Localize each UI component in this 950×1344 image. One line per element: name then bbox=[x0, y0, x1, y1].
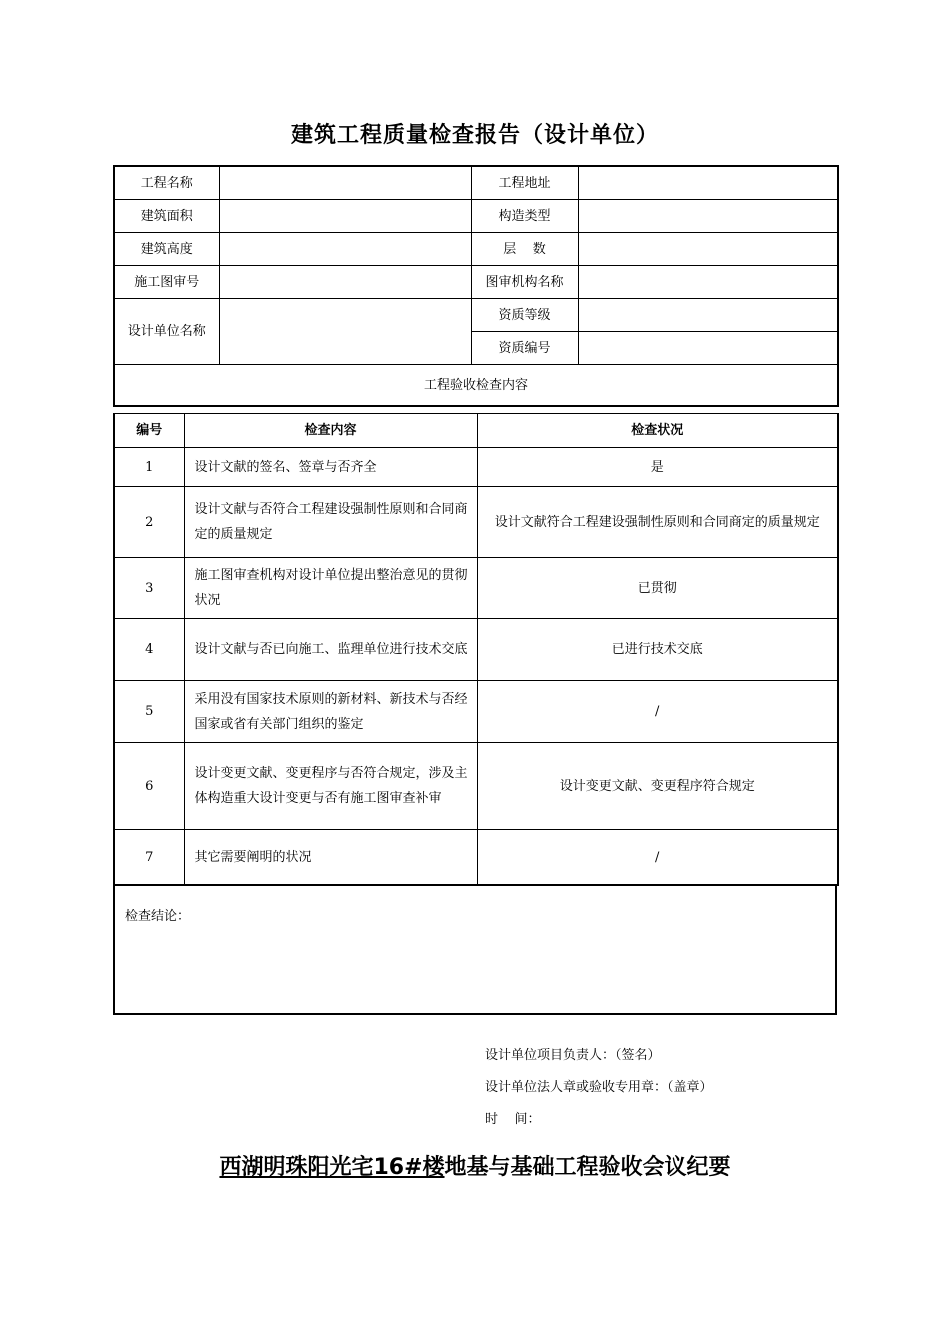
conclusion-box[interactable] bbox=[113, 884, 837, 1015]
document-title: 建筑工程质量检查报告（设计单位） bbox=[290, 123, 659, 148]
row-content: 设计文献与否符合工程建设强制性原则和合同商定的质量规定 bbox=[184, 487, 477, 558]
header-content: 检查内容 bbox=[184, 414, 477, 448]
label-review-agency: 图审机构名称 bbox=[471, 266, 578, 299]
header-no: 编号 bbox=[114, 414, 184, 448]
label-project-address: 工程地址 bbox=[471, 166, 578, 200]
row-status[interactable]: 设计文献符合工程建设强制性原则和合同商定的质量规定 bbox=[477, 487, 838, 558]
value-project-name[interactable] bbox=[219, 166, 471, 200]
row-content: 设计文献的签名、签章与否齐全 bbox=[184, 448, 477, 487]
row-status[interactable]: / bbox=[477, 681, 838, 743]
value-review-agency[interactable] bbox=[578, 266, 838, 299]
value-qualification-level[interactable] bbox=[578, 299, 838, 332]
table-row bbox=[114, 448, 838, 487]
table-row bbox=[114, 619, 838, 681]
row-no: 5 bbox=[114, 681, 184, 743]
table-row bbox=[114, 681, 838, 743]
project-info-table bbox=[113, 165, 839, 407]
row-no: 2 bbox=[114, 487, 184, 558]
bottom-title-rest: 地基与基础工程验收会议纪要 bbox=[444, 1155, 731, 1180]
table-row bbox=[114, 487, 838, 558]
row-no: 3 bbox=[114, 558, 184, 619]
row-content: 设计变更文献、变更程序与否符合规定，涉及主体构造重大设计变更与否有施工图审查补审 bbox=[184, 743, 477, 830]
conclusion-label: 检查结论： bbox=[125, 909, 191, 924]
row-no: 1 bbox=[114, 448, 184, 487]
signature-leader: 设计单位项目负责人：（签名） bbox=[485, 1048, 661, 1063]
value-project-address[interactable] bbox=[578, 166, 838, 200]
value-building-area[interactable] bbox=[219, 200, 471, 233]
row-status[interactable]: 已贯彻 bbox=[477, 558, 838, 619]
label-structure-type: 构造类型 bbox=[471, 200, 578, 233]
row-content: 其它需要阐明的状况 bbox=[184, 830, 477, 886]
row-content: 设计文献与否已向施工、监理单位进行技术交底 bbox=[184, 619, 477, 681]
label-building-height: 建筑高度 bbox=[114, 233, 219, 266]
row-status[interactable]: / bbox=[477, 830, 838, 886]
value-structure-type[interactable] bbox=[578, 200, 838, 233]
value-floors[interactable] bbox=[578, 233, 838, 266]
label-drawing-review-no: 施工图审号 bbox=[114, 266, 219, 299]
label-qualification-no: 资质编号 bbox=[471, 332, 578, 365]
inspection-table bbox=[113, 413, 839, 886]
value-building-height[interactable] bbox=[219, 233, 471, 266]
label-building-area: 建筑面积 bbox=[114, 200, 219, 233]
section-title: 工程验收检查内容 bbox=[114, 365, 838, 407]
signature-seal: 设计单位法人章或验收专用章：（盖章） bbox=[485, 1080, 713, 1095]
row-status[interactable]: 是 bbox=[477, 448, 838, 487]
table-row bbox=[114, 558, 838, 619]
label-design-unit-name: 设计单位名称 bbox=[114, 299, 219, 365]
row-status[interactable]: 设计变更文献、变更程序符合规定 bbox=[477, 743, 838, 830]
row-no: 6 bbox=[114, 743, 184, 830]
row-content: 施工图审查机构对设计单位提出整治意见的贯彻状况 bbox=[184, 558, 477, 619]
label-floors: 层 数 bbox=[471, 233, 578, 266]
value-design-unit-name[interactable] bbox=[219, 299, 471, 365]
value-qualification-no[interactable] bbox=[578, 332, 838, 365]
row-no: 4 bbox=[114, 619, 184, 681]
signature-time: 时 间： bbox=[485, 1112, 541, 1127]
row-status[interactable]: 已进行技术交底 bbox=[477, 619, 838, 681]
header-status: 检查状况 bbox=[477, 414, 838, 448]
bottom-title-underlined: 西湖明珠阳光宅16#楼 bbox=[219, 1155, 445, 1180]
table-row bbox=[114, 830, 838, 886]
label-qualification-level: 资质等级 bbox=[471, 299, 578, 332]
row-no: 7 bbox=[114, 830, 184, 886]
bottom-title bbox=[0, 1150, 950, 1181]
row-content: 采用没有国家技术原则的新材料、新技术与否经国家或省有关部门组织的鉴定 bbox=[184, 681, 477, 743]
label-project-name: 工程名称 bbox=[114, 166, 219, 200]
table-row bbox=[114, 743, 838, 830]
value-drawing-review-no[interactable] bbox=[219, 266, 471, 299]
